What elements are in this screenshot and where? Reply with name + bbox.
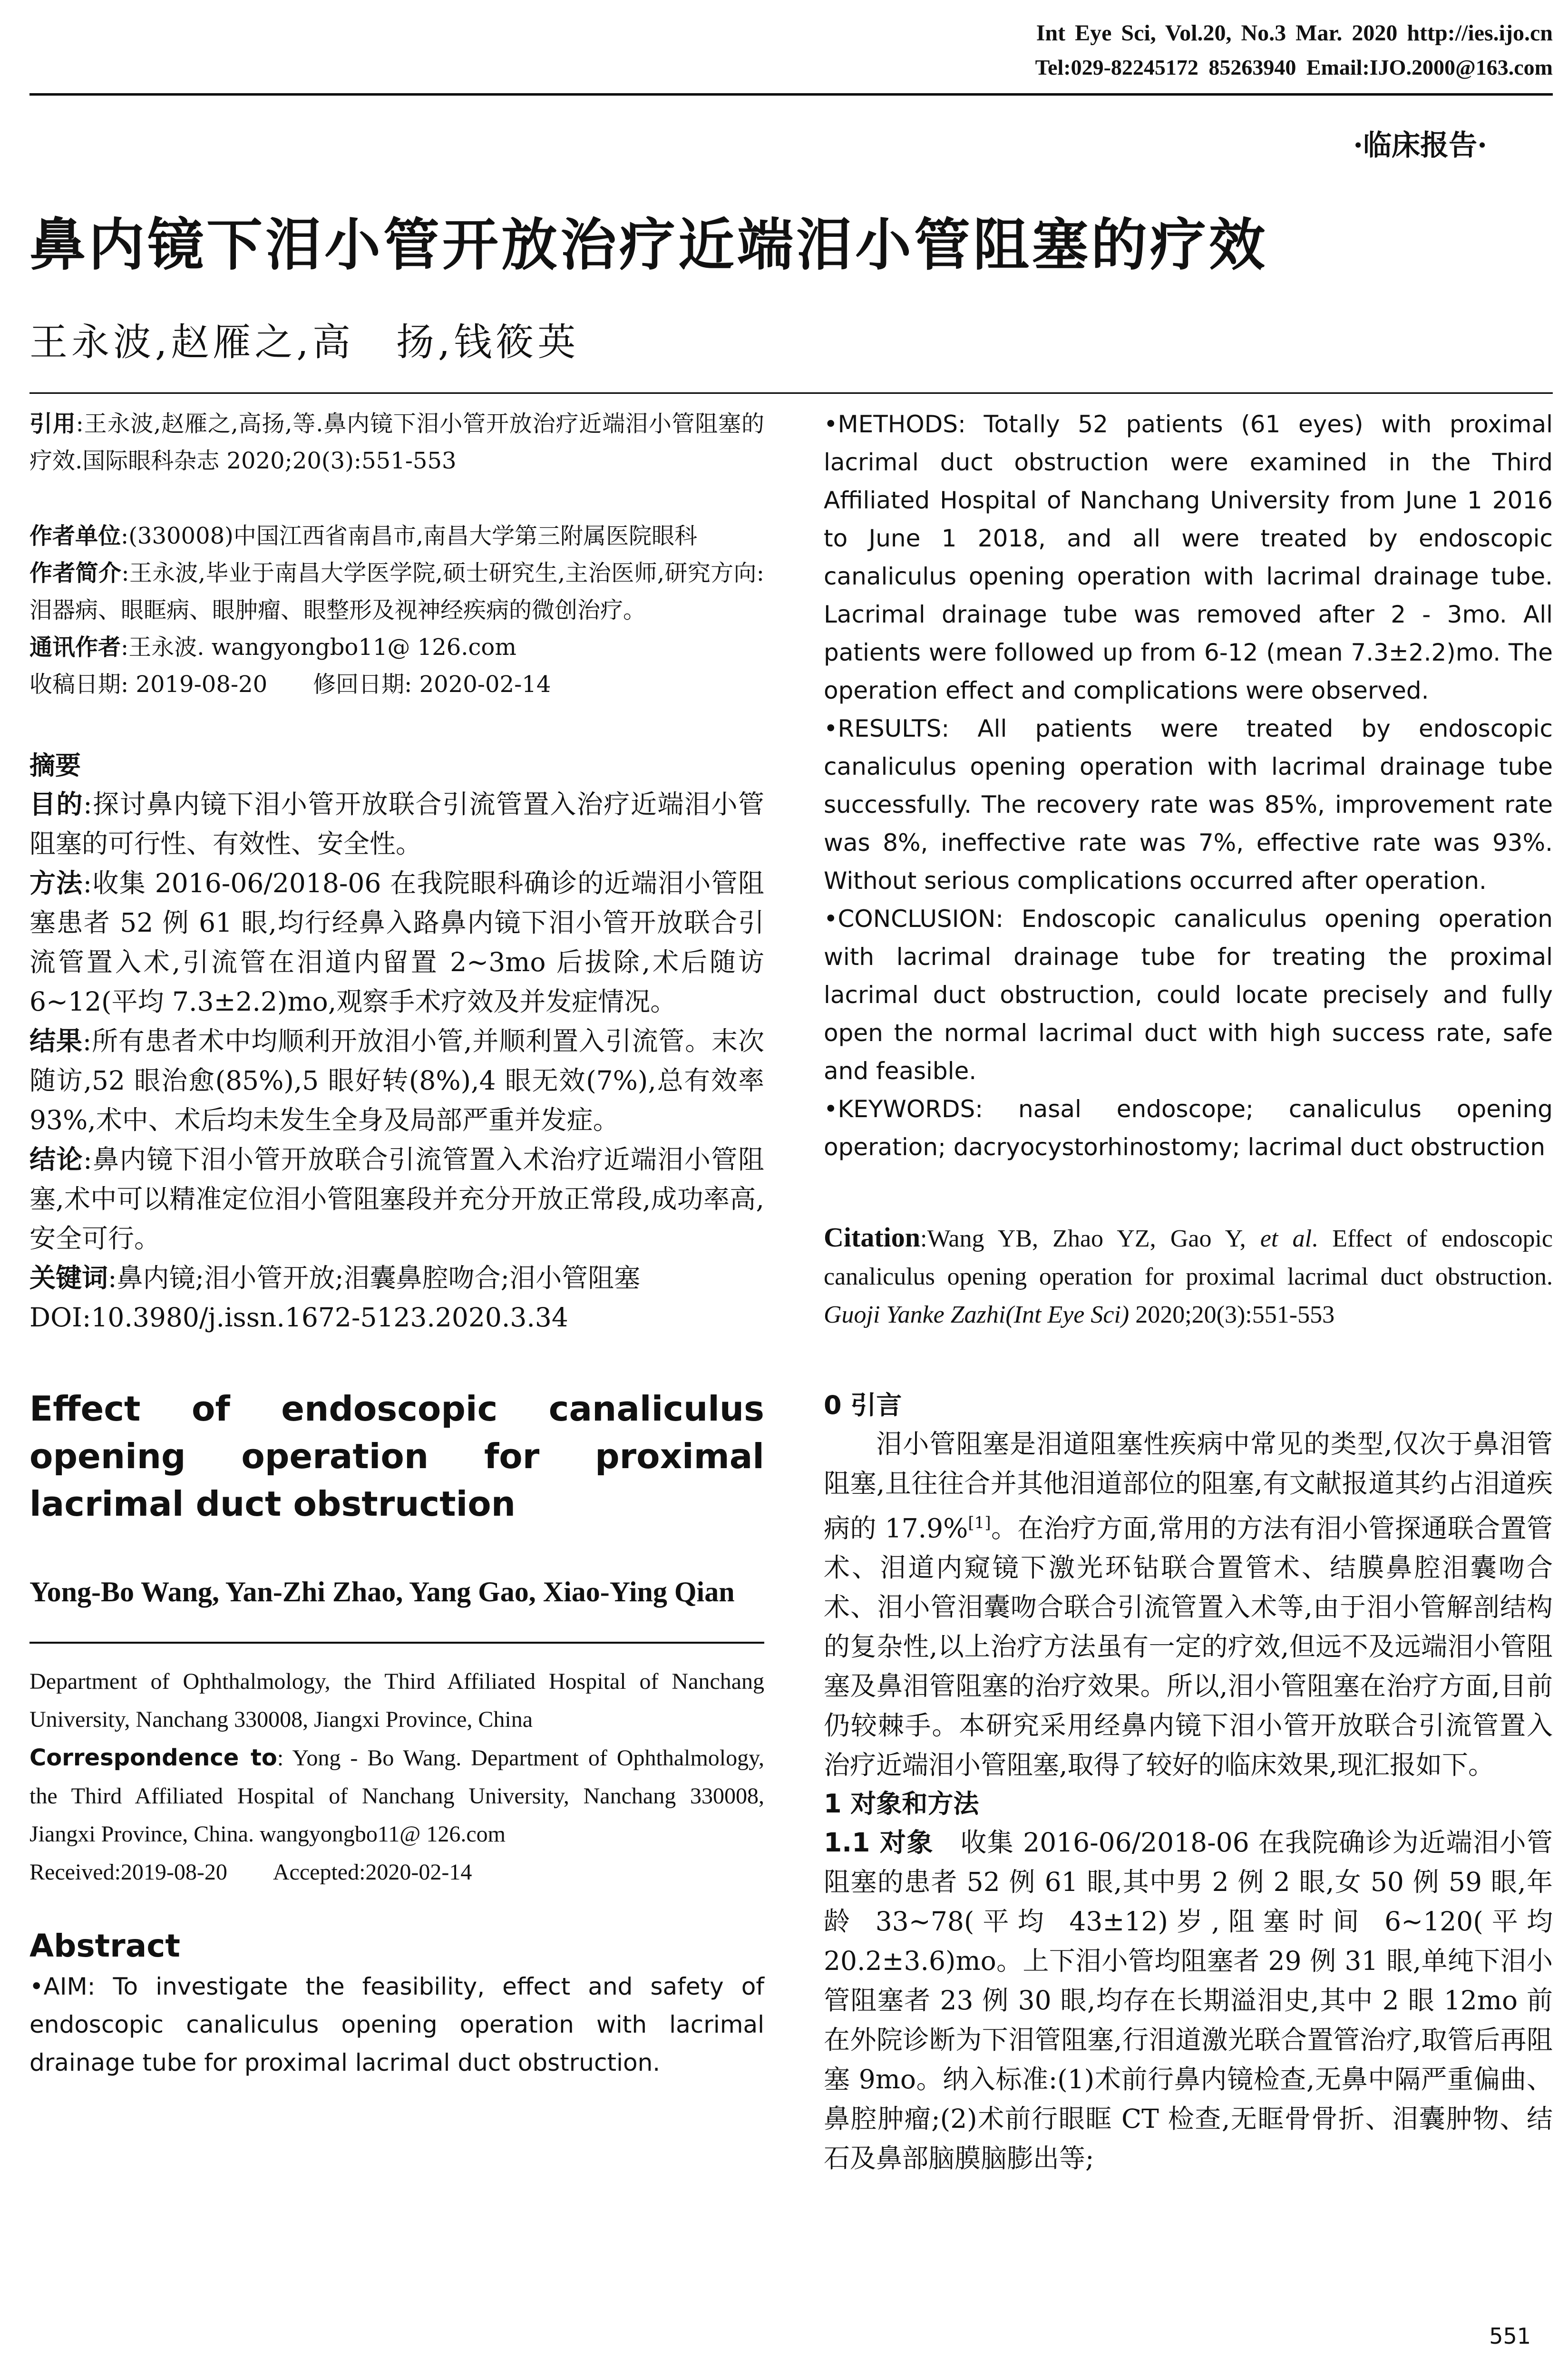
text-b: . Effect of endoscopic canaliculus opening operation for proximal lacrimal duct obstruction. xyxy=(824,1225,1553,1290)
text-b: 。在治疗方面,常用的方法有泪小管探通联合置管术、泪道内窥镜下激光环钻联合置管术、结膜鼻腔泪囊吻合术、泪小管泪囊吻合联合引流管置入术等,由于泪小管解剖结构的复杂性,以上治疗方法虽有一定的疗效,但远不及远端泪小管阻塞及鼻泪管阻塞的治疗效果。所以,泪小管阻塞在治疗方面,目前仍较棘手。本研究采用经鼻内镜下泪小管开放联合引流管置入治疗近端泪小管阻塞,取得了较好的临床效果,现汇报如下。 xyxy=(824,1513,1553,1781)
label: 作者简介 xyxy=(29,560,122,586)
en-correspondence xyxy=(29,1739,764,1853)
methods-heading: 1 对象和方法 xyxy=(824,1789,979,1819)
text: :收集 2016-06/2018-06 在我院眼科确诊的近端泪小管阻塞患者 52 例 61 眼,均行经鼻入路鼻内镜下泪小管开放联合引流管置入术,引流管在泪道内留置 2~3mo 后拔除,术后随访 6~12(平均 7.3±2.2)mo,观察手术疗效及并发症情况。 xyxy=(29,868,764,1017)
label: 作者单位 xyxy=(29,523,121,549)
en-title: Effect of endoscopic canaliculus opening operation for proximal lacrimal duct obstruction xyxy=(29,1389,764,1524)
en-citation xyxy=(824,1218,1553,1334)
text-a: :Wang YB, Zhao YZ, Gao Y, xyxy=(920,1225,1260,1252)
label: 结论 xyxy=(29,1144,84,1175)
reference-marker: [1] xyxy=(968,1513,991,1532)
text: :王永波,赵雁之,高扬,等.鼻内镜下泪小管开放治疗近端泪小管阻塞的疗效.国际眼科杂志 2020;20(3):551-553 xyxy=(29,410,764,474)
cn-abstract-methods xyxy=(29,864,764,1022)
journal-info-line2: Tel:029-82245172 85263940 Email:IJO.2000@163.com xyxy=(1035,55,1553,79)
cn-abstract-keywords xyxy=(29,1258,764,1298)
authors-cn: 王永波,赵雁之,高 扬,钱筱英 xyxy=(29,320,580,364)
text: :王永波. wangyongbo11@ 126.com xyxy=(121,634,516,661)
intro-heading: 0 引言 xyxy=(824,1390,902,1420)
en-abstract-conclusion: •CONCLUSION: Endoscopic canaliculus opening operation with lacrimal drainage tube for treating the proximal lacrimal duct obstruction, could locate precisely and fully open the normal lacrimal duct with high success rate, safe and feasible. xyxy=(824,905,1553,1085)
en-abstract-aim: •AIM: To investigate the feasibility, effect and safety of endoscopic canaliculus opening operation with lacrimal drainage tube for proximal lacrimal duct obstruction. xyxy=(29,1973,764,2076)
text: :探讨鼻内镜下泪小管开放联合引流管置入治疗近端泪小管阻塞的可行性、有效性、安全性。 xyxy=(29,789,764,859)
cn-abstract-conclusion xyxy=(29,1140,764,1258)
label: 方法 xyxy=(29,868,83,898)
cn-correspondence xyxy=(29,629,764,666)
label: Citation xyxy=(824,1222,920,1253)
en-abstract-heading: Abstract xyxy=(29,1928,180,1964)
right-column xyxy=(824,405,1553,2178)
methods-paragraph xyxy=(824,1823,1553,2178)
left-column xyxy=(29,405,764,2082)
en-author-rule xyxy=(29,1642,764,1644)
cn-author-bio xyxy=(29,555,764,629)
cn-dates: 收稿日期: 2019-08-20 修回日期: 2020-02-14 xyxy=(29,671,551,698)
et-al: et al xyxy=(1260,1225,1312,1252)
label: 关键词 xyxy=(29,1263,108,1293)
cn-author-unit xyxy=(29,517,764,555)
en-abstract-keywords: •KEYWORDS: nasal endoscope; canaliculus opening operation; dacryocystorhinostomy; lacrimal duct obstruction xyxy=(824,1095,1553,1161)
journal-info-line1: Int Eye Sci, Vol.20, No.3 Mar. 2020 http://ies.ijo.cn xyxy=(1036,20,1553,46)
cn-abstract-results xyxy=(29,1022,764,1140)
text-c: 2020;20(3):551-553 xyxy=(1129,1301,1335,1328)
en-abstract-methods: •METHODS: Totally 52 patients (61 eyes) with proximal lacrimal duct obstruction were examined in the Third Affiliated Hospital of Nanchang University from June 1 2016 to June 1 2018, and all were treated by endoscopic canaliculus opening operation with lacrimal drainage tube. Lacrimal drainage tube was removed after 2 - 3mo. All patients were followed up from 6-12 (mean 7.3±2.2)mo. The operation effect and complications were observed. xyxy=(824,410,1553,704)
text: :鼻内镜;泪小管开放;泪囊鼻腔吻合;泪小管阻塞 xyxy=(108,1263,641,1293)
label: 通讯作者 xyxy=(29,634,121,661)
cn-abstract-heading: 摘要 xyxy=(29,750,81,780)
text: :王永波,毕业于南昌大学医学院,硕士研究生,主治医师,研究方向:泪器病、眼眶病、眼肿瘤、眼整形及视神经疾病的微创治疗。 xyxy=(29,560,764,623)
en-authors: Yong-Bo Wang, Yan-Zhi Zhao, Yang Gao, Xiao-Ying Qian xyxy=(29,1576,735,1607)
header-rule xyxy=(29,93,1553,96)
en-affiliation: Department of Ophthalmology, the Third Affiliated Hospital of Nanchang University, Nanchang 330008, Jiangxi Province, China xyxy=(29,1669,764,1732)
text-a: 泪小管阻塞是泪道阻塞性疾病中常见的类型,仅次于鼻泪管阻塞,且往往合并其他泪道部位的阻塞,有文献报道其约占泪道疾病的 17.9% xyxy=(824,1429,1553,1544)
subheading: 1.1 对象 xyxy=(824,1827,934,1858)
intro-paragraph xyxy=(824,1424,1553,1785)
section-tag: ·临床报告· xyxy=(1353,129,1487,162)
doi: DOI:10.3980/j.issn.1672-5123.2020.3.34 xyxy=(29,1302,568,1333)
label: 引用 xyxy=(29,410,76,437)
text: :(330008)中国江西省南昌市,南昌大学第三附属医院眼科 xyxy=(121,523,698,549)
title-cn: 鼻内镜下泪小管开放治疗近端泪小管阻塞的疗效 xyxy=(29,212,1268,278)
text: :鼻内镜下泪小管开放联合引流管置入术治疗近端泪小管阻塞,术中可以精准定位泪小管阻塞段并充分开放正常段,成功率高,安全可行。 xyxy=(29,1144,764,1254)
label: 目的 xyxy=(29,789,84,819)
page-number: 551 xyxy=(1489,2323,1531,2349)
label: 结果 xyxy=(29,1026,83,1056)
en-abstract-results: •RESULTS: All patients were treated by endoscopic canaliculus opening operation with lacrimal drainage tube successfully. The recovery rate was 85%, improvement rate was 8%, ineffective rate was 7%, effective rate was 93%. Without serious complications occurred after operation. xyxy=(824,715,1553,895)
cn-citation xyxy=(29,405,764,479)
title-rule xyxy=(29,392,1553,394)
text: 收集 2016-06/2018-06 在我院确诊为近端泪小管阻塞的患者 52 例 61 眼,其中男 2 例 2 眼,女 50 例 59 眼,年龄 33~78(平均 43±12)岁,阻塞时间 6~120(平均 20.2±3.6)mo。上下泪小管均阻塞者 29 例 31 眼,单纯下泪小管阻塞者 23 例 30 眼,均存在长期溢泪史,其中 2 眼 12mo 前在外院诊断为下泪管阻塞,行泪道激光联合置管治疗,取管后再阻塞 9mo。纳入标准:(1)术前行鼻内镜检查,无鼻中隔严重偏曲、鼻腔肿瘤;(2)术前行眼眶 CT 检查,无眶骨骨折、泪囊肿物、结石及鼻部脑膜脑膨出等; xyxy=(824,1827,1553,2174)
label: Correspondence to xyxy=(29,1744,277,1771)
cn-abstract-aim xyxy=(29,785,764,864)
journal-name: Guoji Yanke Zazhi(Int Eye Sci) xyxy=(824,1301,1130,1328)
text: : Yong - Bo Wang. Department of Ophthalmology, the Third Affiliated Hospital of Nanchang University, Nanchang 330008, Jiangxi Province, China. wangyongbo11@ 126.com xyxy=(29,1745,765,1847)
en-dates: Received:2019-08-20 Accepted:2020-02-14 xyxy=(29,1860,472,1885)
text: :所有患者术中均顺利开放泪小管,并顺利置入引流管。末次随访,52 眼治愈(85%),5 眼好转(8%),4 眼无效(7%),总有效率 93%,术中、术后均未发生全身及局部严重并发症。 xyxy=(29,1026,764,1135)
